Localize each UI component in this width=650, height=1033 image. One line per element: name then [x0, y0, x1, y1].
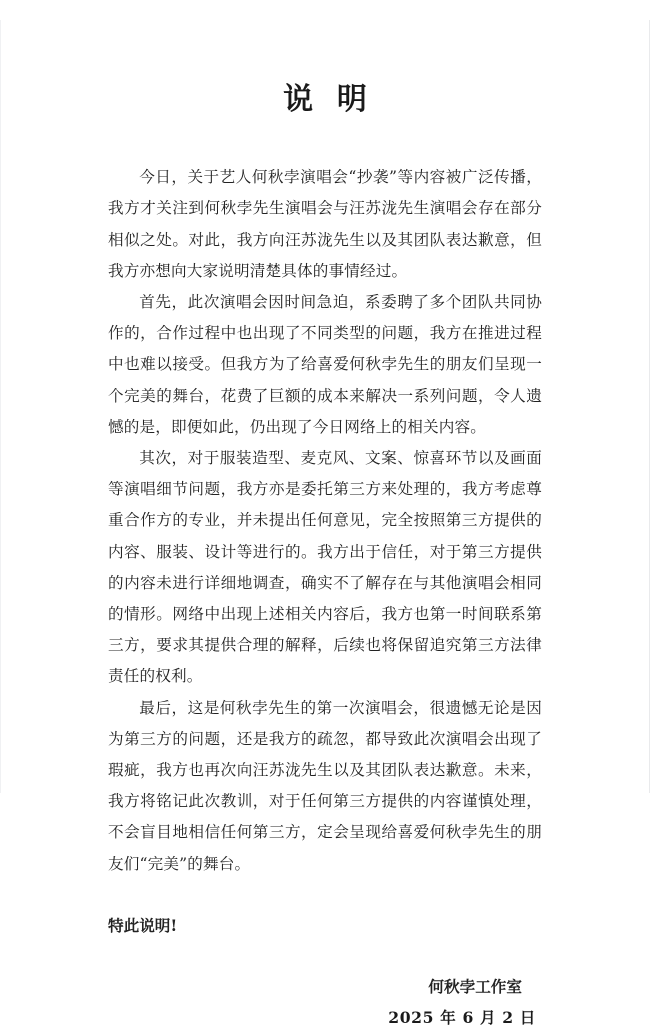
paragraph: 首先，此次演唱会因时间急迫，系委聘了多个团队共同协作的，合作过程中也出现了不同类型的问题，我方在推进过程中也难以接受。但我方为了给喜爱何秋孛先生的朋友们呈现一个完美的舞台，花费了巨额的成本来解决一系列问题，令人遗憾的是，即便如此，仍出现了今日网络上的相关内容。: [108, 293, 542, 436]
paragraph: 今日，关于艺人何秋孛演唱会“抄袭”等内容被广泛传播，我方才关注到何秋孛先生演唱会与汪苏泷先生演唱会存在部分相似之处。对此，我方向汪苏泷先生以及其团队表达歉意，但我方亦想向大家说明清楚具体的事情经过。: [108, 168, 542, 280]
paragraph: 其次，对于服装造型、麦克风、文案、惊喜环节以及画面等演唱细节问题，我方亦是委托第三方来处理的，我方考虑尊重合作方的专业，并未提出任何意见，完全按照第三方提供的内容、服装、设计等进行的。我方出于信任，对于第三方提供的内容未进行详细地调查，确实不了解存在与其他演唱会相同的情形。网络中出现上述相关内容后，我方也第一时间联系第三方，要求其提供合理的解释，后续也将保留追究第三方法律责任的权利。: [108, 449, 542, 686]
document-body: [108, 138, 542, 941]
page-title: 说 明: [283, 82, 374, 118]
statement-document-page: [0, 20, 650, 1028]
paragraph: 最后，这是何秋孛先生的第一次演唱会，很遗憾无论是因为第三方的问题，还是我方的疏忽，都导致此次演唱会出现了瑕疵，我方也再次向汪苏泷先生以及其团队表达歉意。未来，我方将铭记此次教训，对于任何第三方提供的内容谨慎处理，不会盲目地相信任何第三方，定会呈现给喜爱何秋孛先生的朋友们“完美”的舞台。: [108, 698, 542, 873]
closing-statement: 特此说明!: [108, 915, 178, 935]
signature-name: 何秋孛工作室: [428, 977, 522, 997]
signature-block: [108, 941, 542, 1033]
signature-date: 2025 年 6 月 2 日: [388, 1008, 536, 1028]
